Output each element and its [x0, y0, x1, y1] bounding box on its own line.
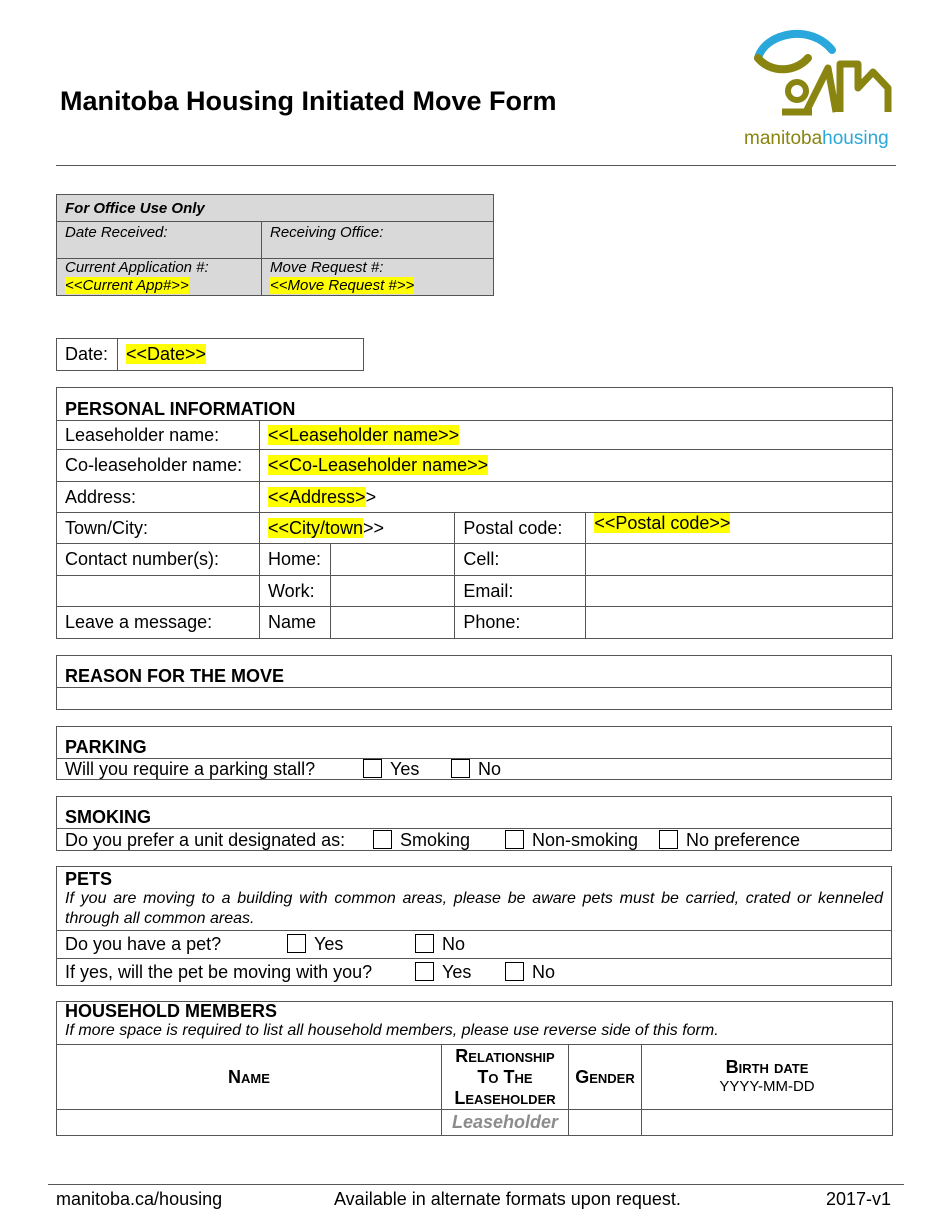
reason-title: REASON FOR THE MOVE	[65, 666, 285, 686]
non-smoking-option[interactable]	[505, 829, 638, 851]
footer-website: manitoba.ca/housing	[56, 1189, 223, 1209]
pets-q2-yes-checkbox[interactable]	[415, 962, 434, 981]
pets-section	[56, 866, 892, 986]
message-name-label: Name	[260, 607, 331, 639]
pets-q1-no-option[interactable]	[415, 931, 465, 958]
no-preference-checkbox[interactable]	[659, 830, 678, 849]
date-label: Date:	[57, 339, 118, 371]
non-smoking-checkbox[interactable]	[505, 830, 524, 849]
col-relationship-line1: Relationship	[455, 1045, 555, 1066]
col-relationship-header	[442, 1045, 569, 1110]
footer-version: 2017-v1	[826, 1189, 892, 1209]
col-relationship-line3: Leaseholder	[454, 1087, 556, 1108]
personal-information-table	[56, 387, 893, 639]
col-name-label: Name	[228, 1066, 270, 1087]
office-use-table	[56, 194, 494, 296]
pets-q2-no-label: No	[532, 962, 556, 982]
col-gender-header	[569, 1045, 642, 1110]
leaseholder-value: <<Leaseholder name>>	[268, 424, 460, 445]
current-application-cell	[57, 259, 262, 296]
pets-q1-yes-label: Yes	[314, 934, 344, 954]
col-birth-label: Birth date	[725, 1057, 809, 1077]
pets-q2-row	[57, 958, 891, 986]
footer-alternate-formats: Available in alternate formats upon request.	[334, 1189, 681, 1209]
date-box	[56, 338, 364, 371]
parking-yes-option[interactable]	[363, 759, 419, 780]
logo-word-manitoba: manitoba	[744, 128, 823, 149]
pets-q2: If yes, will the pet be moving with you?	[65, 962, 373, 982]
parking-question: Will you require a parking stall?	[65, 759, 316, 779]
pets-q2-yes-label: Yes	[442, 962, 472, 982]
logo-wordmark	[744, 128, 889, 150]
postal-label: Postal code:	[455, 513, 586, 544]
page-title: Manitoba Housing Initiated Move Form	[60, 86, 557, 116]
address-value: <<Address>	[268, 486, 366, 507]
date-field[interactable]	[118, 339, 364, 371]
manitoba-housing-logo	[740, 28, 900, 153]
no-preference-option[interactable]	[659, 829, 800, 851]
current-application-value: <<Current App#>>	[65, 277, 189, 294]
address-label: Address:	[57, 482, 260, 513]
member-name-field[interactable]	[57, 1110, 442, 1136]
pets-q2-no-checkbox[interactable]	[505, 962, 524, 981]
current-application-label: Current Application #:	[65, 259, 209, 276]
household-header-cell	[57, 1002, 893, 1045]
household-table	[56, 1001, 893, 1136]
col-gender-label: Gender	[575, 1066, 635, 1087]
message-label: Leave a message:	[57, 607, 260, 639]
smoking-label: Smoking	[400, 830, 471, 850]
pets-q2-yes-option[interactable]	[415, 959, 471, 986]
move-request-cell	[262, 259, 494, 296]
move-request-label: Move Request #:	[270, 259, 384, 276]
col-birth-header	[642, 1045, 893, 1110]
smoking-section	[56, 796, 892, 851]
smoking-title: SMOKING	[65, 807, 152, 827]
parking-no-label: No	[478, 759, 502, 779]
coleaseholder-value: <<Co-Leaseholder name>>	[268, 455, 489, 475]
home-field[interactable]	[331, 544, 455, 576]
date-received-label: Date Received:	[57, 222, 262, 259]
member-birth-field[interactable]	[642, 1110, 893, 1136]
phone-field[interactable]	[586, 607, 893, 639]
phone-label: Phone:	[455, 607, 586, 639]
office-use-title: For Office Use Only	[57, 195, 494, 222]
no-preference-label: No preference	[686, 830, 801, 850]
leaseholder-label: Leaseholder name:	[57, 421, 260, 450]
smoking-row	[57, 828, 891, 851]
message-name-field[interactable]	[331, 607, 455, 639]
address-field[interactable]	[260, 482, 893, 513]
move-request-value: <<Move Request #>>	[270, 277, 415, 294]
cell-label: Cell:	[455, 544, 586, 576]
logo-icon	[740, 28, 900, 123]
col-birth-format: YYYY-MM-DD	[719, 1078, 815, 1095]
work-label: Work:	[260, 576, 331, 607]
household-note: If more space is required to list all household members, please use reverse side of this form.	[65, 1022, 719, 1039]
pets-q1-yes-checkbox[interactable]	[287, 934, 306, 953]
email-field[interactable]	[586, 576, 893, 607]
email-label: Email:	[455, 576, 586, 607]
postal-value: <<Postal code>>	[594, 513, 731, 533]
col-relationship-line2: To The	[477, 1066, 533, 1087]
parking-section	[56, 726, 892, 780]
parking-row	[57, 758, 891, 780]
coleaseholder-label: Co-leaseholder name:	[57, 450, 260, 482]
smoking-question: Do you prefer a unit designated as:	[65, 830, 346, 850]
town-value-rest: >>	[363, 517, 385, 538]
pets-q1-no-label: No	[442, 934, 466, 954]
work-field[interactable]	[331, 576, 455, 607]
col-name-header	[57, 1045, 442, 1110]
parking-no-option[interactable]	[451, 759, 501, 780]
reason-field[interactable]	[57, 687, 891, 710]
pets-q1-row	[57, 930, 891, 958]
address-value-rest: >	[365, 486, 377, 507]
town-field[interactable]	[260, 513, 455, 544]
member-gender-field[interactable]	[569, 1110, 642, 1136]
parking-title: PARKING	[65, 737, 147, 757]
contact-empty-cell	[57, 576, 260, 607]
header-divider	[56, 165, 896, 166]
parking-no-checkbox[interactable]	[451, 759, 470, 778]
home-label: Home:	[260, 544, 331, 576]
pets-q1-no-checkbox[interactable]	[415, 934, 434, 953]
footer-divider	[48, 1184, 904, 1185]
parking-yes-checkbox[interactable]	[363, 759, 382, 778]
pets-q1: Do you have a pet?	[65, 934, 222, 954]
pets-q2-no-option[interactable]	[505, 959, 555, 986]
personal-information-title: PERSONAL INFORMATION	[57, 388, 893, 421]
date-value: <<Date>>	[126, 344, 207, 364]
postal-field[interactable]	[586, 513, 893, 544]
parking-yes-label: Yes	[390, 759, 420, 779]
contact-label: Contact number(s):	[57, 544, 260, 576]
cell-field[interactable]	[586, 544, 893, 576]
non-smoking-label: Non-smoking	[532, 830, 639, 850]
household-title: HOUSEHOLD MEMBERS	[65, 1001, 278, 1021]
town-label: Town/City:	[57, 513, 260, 544]
town-value: <<City/town	[268, 517, 364, 538]
member-relationship-value: Leaseholder	[451, 1112, 559, 1132]
logo-word-housing: housing	[822, 128, 889, 149]
pets-q1-yes-option[interactable]	[287, 931, 343, 958]
coleaseholder-field[interactable]	[260, 450, 893, 482]
smoking-option[interactable]	[373, 829, 470, 851]
receiving-office-label: Receiving Office:	[262, 222, 494, 259]
leaseholder-field[interactable]	[260, 421, 893, 450]
member-relationship-field[interactable]	[442, 1110, 569, 1136]
pets-note: If you are moving to a building with common areas, please be aware pets must be carried, crated or kenneled through all common areas.	[65, 890, 883, 927]
reason-section	[56, 655, 892, 710]
smoking-checkbox[interactable]	[373, 830, 392, 849]
pets-title: PETS	[65, 869, 113, 889]
